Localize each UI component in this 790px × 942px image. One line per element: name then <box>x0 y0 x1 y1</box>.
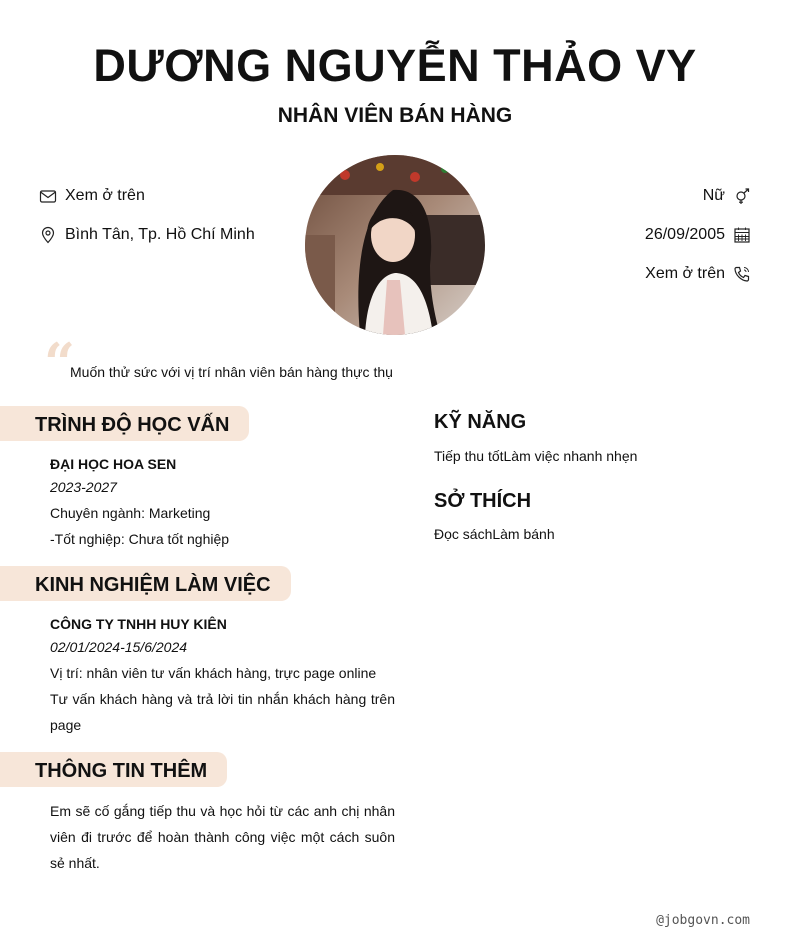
gender-row <box>512 184 752 208</box>
experience-position: Vị trí: nhân viên tư vấn khách hàng, trực page online <box>50 665 377 681</box>
career-objective: Muốn thử sức với vị trí nhân viên bán hàng thực thụ <box>70 364 393 380</box>
envelope-icon <box>38 186 58 206</box>
experience-entry <box>50 614 395 738</box>
contact-left <box>38 184 298 262</box>
skills-text: Tiếp thu tốtLàm việc nhanh nhẹn <box>434 448 638 464</box>
school-name: ĐẠI HỌC HOA SEN <box>50 456 177 472</box>
quote-icon: “ <box>44 331 76 395</box>
experience-heading: KINH NGHIỆM LÀM VIỆC <box>0 566 291 601</box>
birthday-row <box>512 223 752 247</box>
phone-row <box>512 262 752 286</box>
education-major: Chuyên ngành: Marketing <box>50 505 211 521</box>
experience-period: 02/01/2024-15/6/2024 <box>50 639 188 655</box>
address-row <box>38 223 298 247</box>
education-status: -Tốt nghiệp: Chưa tốt nghiệp <box>50 531 230 547</box>
gender-icon <box>732 186 752 206</box>
phone-icon <box>732 264 752 284</box>
job-title: NHÂN VIÊN BÁN HÀNG <box>277 104 513 127</box>
hobbies-heading: SỞ THÍCH <box>434 490 532 512</box>
education-period: 2023-2027 <box>50 479 117 495</box>
company-name: CÔNG TY TNHH HUY KIÊN <box>50 616 227 632</box>
hobbies-text: Đọc sáchLàm bánh <box>434 526 555 542</box>
email-value: Xem ở trên <box>65 187 145 204</box>
calendar-icon <box>732 225 752 245</box>
birthday-value: 26/09/2005 <box>644 226 725 243</box>
phone-value: Xem ở trên <box>645 265 725 282</box>
additional-entry <box>50 798 395 876</box>
email-row <box>38 184 298 208</box>
education-entry <box>50 454 395 552</box>
address-value: Bình Tân, Tp. Hồ Chí Minh <box>65 226 255 243</box>
skills-heading: KỸ NĂNG <box>434 411 527 433</box>
watermark: @jobgovn.com <box>656 913 750 928</box>
experience-description: Tư vấn khách hàng và trả lời tin nhắn khách hàng trên page <box>50 691 395 733</box>
map-pin-icon <box>38 225 58 245</box>
candidate-name: DƯƠNG NGUYỄN THẢO VY <box>93 40 697 91</box>
contact-right <box>512 184 752 301</box>
additional-text: Em sẽ cố gắng tiếp thu và học hỏi từ các anh chị nhân viên đi trước để hoàn thành công việc một cách suôn sẻ nhất. <box>50 803 395 871</box>
education-heading: TRÌNH ĐỘ HỌC VẤN <box>0 406 249 441</box>
additional-heading: THÔNG TIN THÊM <box>0 752 227 787</box>
gender-value: Nữ <box>702 187 725 204</box>
profile-photo <box>305 155 485 335</box>
